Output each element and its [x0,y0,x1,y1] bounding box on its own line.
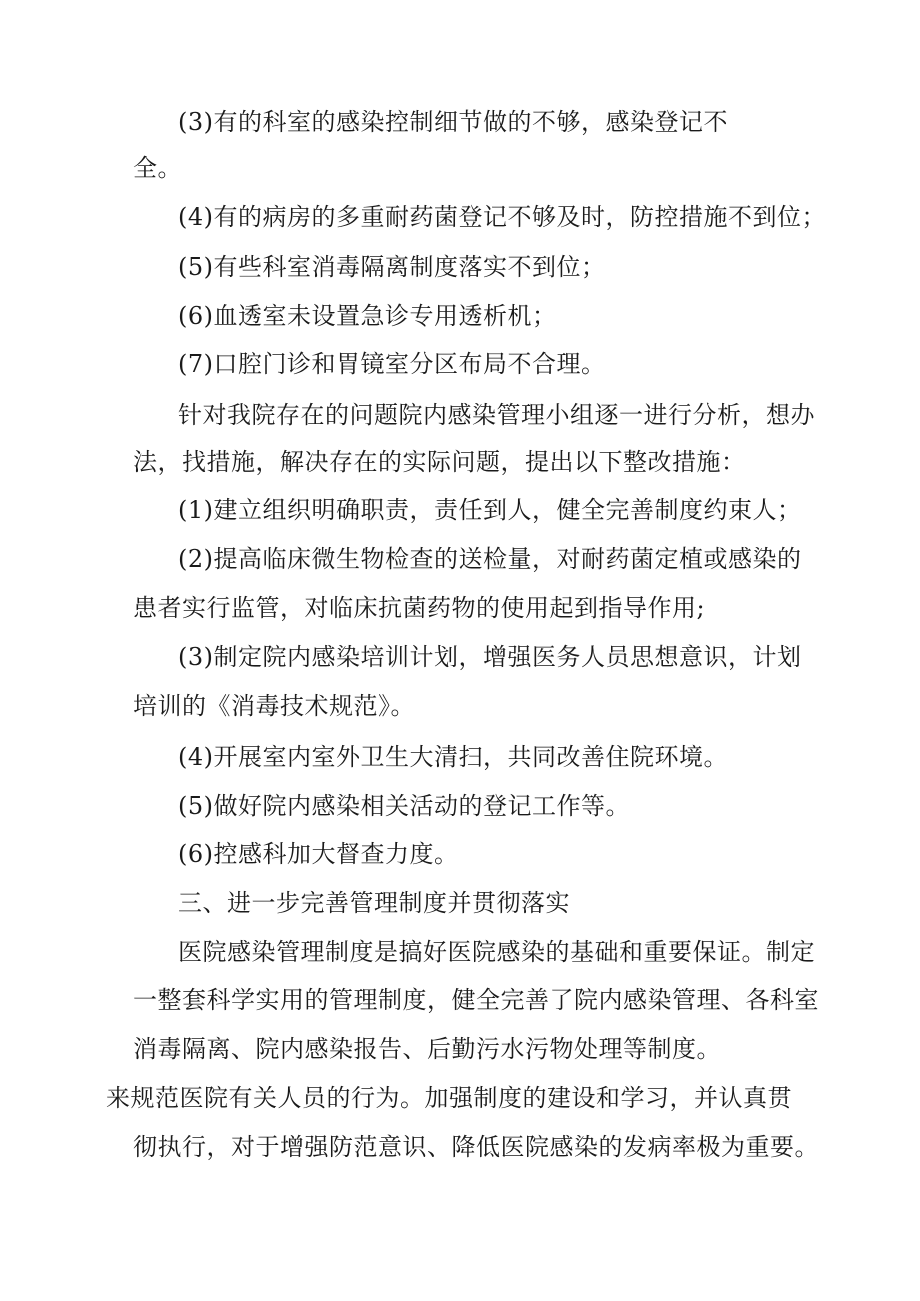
paragraph-line: (4)有的病房的多重耐药菌登记不够及时，防控措施不到位； [178,203,826,231]
paragraph-line: 培训的《消毒技术规范》。 [133,692,415,720]
paragraph-line: (5)有些科室消毒隔离制度落实不到位； [178,253,606,281]
paragraph-line: (6)控感科加大督查力度。 [178,840,459,868]
paragraph-line: 患者实行监管，对临床抗菌药物的使用起到指导作用; [133,594,706,622]
paragraph-line: 彻执行，对于增强防范意识、降低医院感染的发病率极为重要。 [133,1133,819,1161]
paragraph-line: (3)制定院内感染培训计划，增强医务人员思想意识，计划 [178,643,802,671]
paragraph-line: (5)做好院内感染相关活动的登记工作等。 [178,792,630,820]
section-heading: 三、进一步完善管理制度并贯彻落实 [178,889,570,917]
paragraph-line: (1)建立组织明确职责，责任到人，健全完善制度约束人； [178,496,802,524]
paragraph-line: (7)口腔门诊和胃镜室分区布局不合理。 [178,350,606,378]
paragraph-line: (3)有的科室的感染控制细节做的不够，感染登记不 [178,108,728,136]
paragraph-line: 一整套科学实用的管理制度，健全完善了院内感染管理、各科室 [133,986,819,1014]
paragraph-line: 消毒隔离、院内感染报告、后勤污水污物处理等制度。 [133,1035,721,1063]
paragraph-line: (4)开展室内室外卫生大清扫，共同改善住院环境。 [178,743,728,771]
paragraph-line: 法，找措施，解决存在的实际问题，提出以下整改措施： [133,448,746,476]
paragraph-line: (2)提高临床微生物检查的送检量，对耐药菌定植或感染的 [178,545,802,573]
paragraph-line: (6)血透室未设置急诊专用透析机； [178,302,557,330]
paragraph-line: 来规范医院有关人员的行为。加强制度的建设和学习，并认真贯 [106,1084,792,1112]
paragraph-line: 全。 [133,154,182,182]
paragraph-line: 针对我院存在的问题院内感染管理小组逐一进行分析，想办 [178,401,815,429]
paragraph-line: 医院感染管理制度是搞好医院感染的基础和重要保证。制定 [178,938,815,966]
